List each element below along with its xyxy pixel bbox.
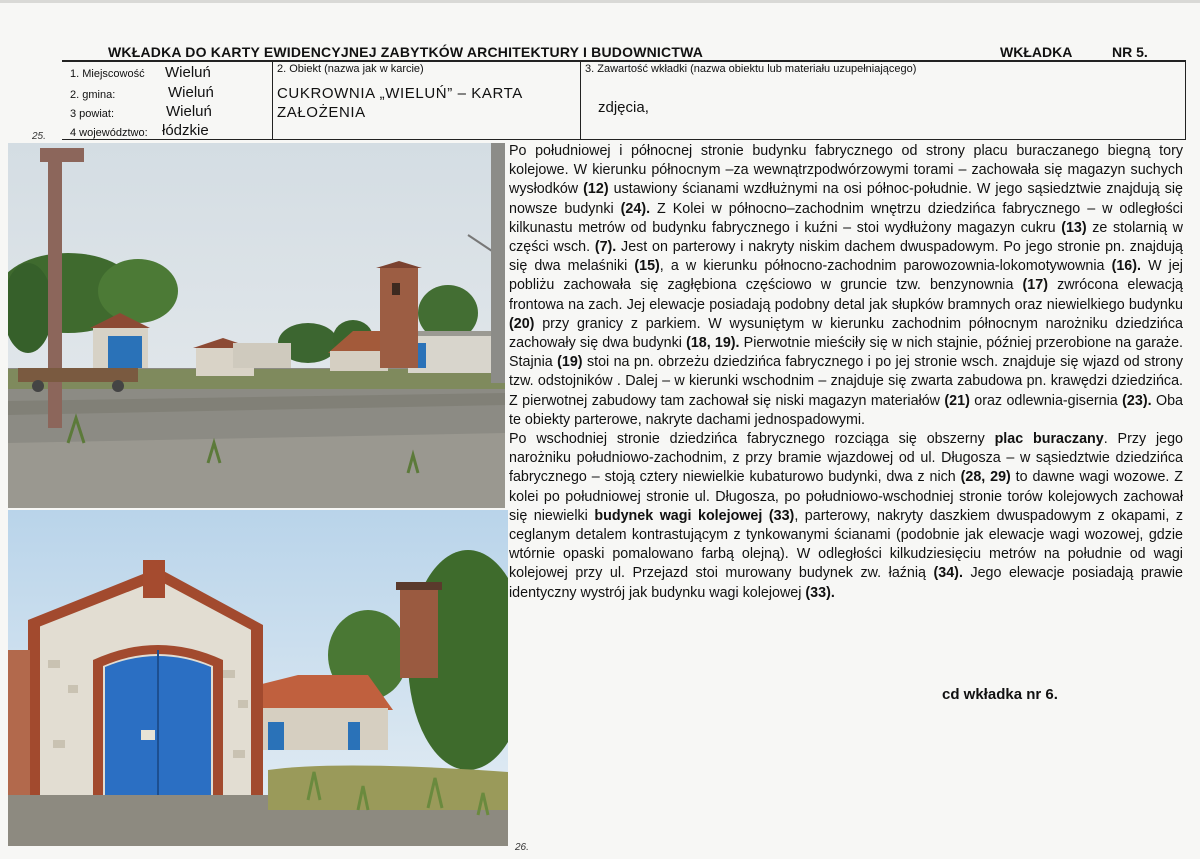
ref-number: (16). (1111, 258, 1141, 275)
description-text (509, 142, 1183, 603)
text-span: , a w kierunku północno-zachodnim parowozownia-lokomotywownia (659, 258, 1112, 275)
text-span: Po wschodniej stronie dziedzińca fabrycznego rozciąga się obszerny (509, 431, 995, 448)
header-divider-2 (580, 61, 581, 140)
miejscowosc-value: Wieluń (165, 64, 211, 81)
gmina-label: 2. gmina: (70, 89, 116, 101)
photo-factory-yard (8, 143, 505, 508)
contents-value: zdjęcia, (598, 99, 649, 116)
ref-number: (18, 19). (686, 335, 740, 352)
insert-number: NR 5. (1112, 44, 1148, 60)
insert-label: WKŁADKA (1000, 44, 1073, 60)
powiat-value: Wieluń (166, 103, 212, 120)
text-span: stoi na pn. obrzeżu dziedzińca fabrycznego i po jej stronie wsch. znajduje się wjazd od strony tzw. odstojników . Dalej – w kierunki wschodnim – znajduje się zwarta zabudowa pn. krawędzi dziedzińca. Z pierwotnej zabudowy tam zachował się niski magazyn materiałów (509, 354, 1183, 409)
photo-garage-building (8, 510, 508, 846)
emphasis: plac buraczany (994, 431, 1104, 448)
text-span: Po południowej i północnej stronie budynku fabrycznego od strony placu buraczanego biegną tory kolejowe. W kierunku północnym –za wewnątrzpodwórzowymi torami – zachowała się magazyn suchych wysłodków (509, 143, 1183, 198)
text-span: ustawiony ścianami wzdłużnymi na osi północ-południe. W jego sąsiedztwie znajdują się nowsze budynki (509, 181, 1183, 217)
continuation-note: cd wkładka nr 6. (942, 686, 1058, 703)
miejscowosc-label: 1. Miejscowość (70, 68, 145, 80)
contents-label: 3. Zawartość wkładki (nazwa obiektu lub materiału uzupełniającego) (585, 63, 917, 75)
scan-edge (0, 0, 1200, 3)
text-span: . Przy jego narożniku południowo-zachodnim, z przy bramie wjazdowej od ul. Długosza – w sąsiedztwie dziedzińca fabrycznego – stoją cztery niewielkie kubaturowo budynki, dwa z nich (509, 431, 1183, 486)
form-title: WKŁADKA DO KARTY EWIDENCYJNEJ ZABYTKÓW ARCHITEKTURY I BUDOWNICTWA (108, 44, 704, 60)
text-span: zwrócona elewacją frontowa na zach. Jej elewacje posiadają podobny detal jak słupków bramnych oraz niewielkiego budynku (509, 277, 1184, 313)
ref-number: (19) (557, 354, 583, 371)
ref-number: (21) (944, 392, 970, 409)
ref-number: (7). (594, 239, 617, 256)
photo-number-25: 25. (32, 131, 46, 142)
ref-number: (24). (620, 200, 651, 217)
header-bottom-rule (62, 139, 1186, 140)
ref-number: (15) (634, 258, 660, 275)
object-value: CUKROWNIA „WIELUŃ” – KARTA ZAŁOŻENIA (277, 85, 523, 121)
header-divider-1 (272, 61, 273, 140)
ref-number: (33). (805, 584, 835, 601)
text-span: W jej pobliżu zachowała się zagłębiona częściowo w gruncie tzw. benzynownia (509, 258, 1183, 294)
text-span: oraz odlewnia-gisernia (969, 392, 1123, 409)
ref-number: (28, 29) (960, 469, 1011, 486)
text-span: przy granicy z parkiem. W wysuniętym w kierunku zachodnim północnym narożniku dziedzińca zachowały się dwa budynki (509, 315, 1183, 352)
powiat-label: 3 powiat: (70, 108, 115, 120)
ref-number: (12) (583, 181, 609, 198)
ref-number: (23). (1122, 392, 1152, 409)
text-span: Pierwotnie mieściły się w nich stajnie, później przerobione na garaże. Stajnia (509, 335, 1184, 371)
paragraph-2 (509, 430, 1183, 603)
ref-number: (13) (1061, 219, 1087, 236)
text-span: Jest on parterowy i nakryty niskim dachem dwuspadowym. Po jego stronie pn. znajdują się dwa melaśniki (509, 239, 1183, 275)
ref-number: (20) (509, 315, 535, 332)
photo-number-26: 26. (515, 842, 529, 853)
wojewodztwo-value: łódzkie (162, 122, 209, 139)
header-top-rule (62, 60, 1186, 62)
header-right-border (1185, 61, 1186, 140)
text-span: , parterowy, nakryty daszkiem dwuspadowym z okapami, z ceglanym detalem kontrastującym z tynkowanymi ścianami (podobnie jak elewacje wagi wozowej, gdzie wtórnie opaski pomalowano farbą olejną). W odległości kilkudziesięciu metrów na południe od wagi kolejowej przy ul. Przejazd stoi murowany budynek zw. łaźnią (509, 507, 1183, 582)
text-span: Oba te obiekty parterowe, nakryte dachami jednospadowymi. (509, 392, 1183, 428)
paragraph-1 (509, 142, 1183, 430)
ref-number: (34). (933, 565, 963, 582)
object-label: 2. Obiekt (nazwa jak w karcie) (277, 63, 424, 75)
wojewodztwo-label: 4 województwo: (70, 127, 148, 139)
gmina-value: Wieluń (168, 84, 214, 101)
ref-number: (17) (1022, 277, 1048, 294)
text-span: Jego elewacje posiadają prawie identyczny wystrój jak budynku wagi kolejowej (509, 565, 1183, 601)
text-span: to dawne wagi wozowe. Z kolei po południowej stronie ul. Długosza, po południowo-wschodniej stronie torów kolejowych zachował się niewielki (509, 469, 1183, 524)
emphasis: budynek wagi kolejowej (33) (594, 507, 795, 524)
text-span: ze stolarnią w części wsch. (509, 219, 1183, 256)
text-span: Z Kolei w północno–zachodnim wnętrzu dziedzińca fabrycznego – w odległości kilkunastu metrów od budynku fabrycznego i kuźni – stoi wydłużony magazyn cukru (509, 200, 1183, 236)
